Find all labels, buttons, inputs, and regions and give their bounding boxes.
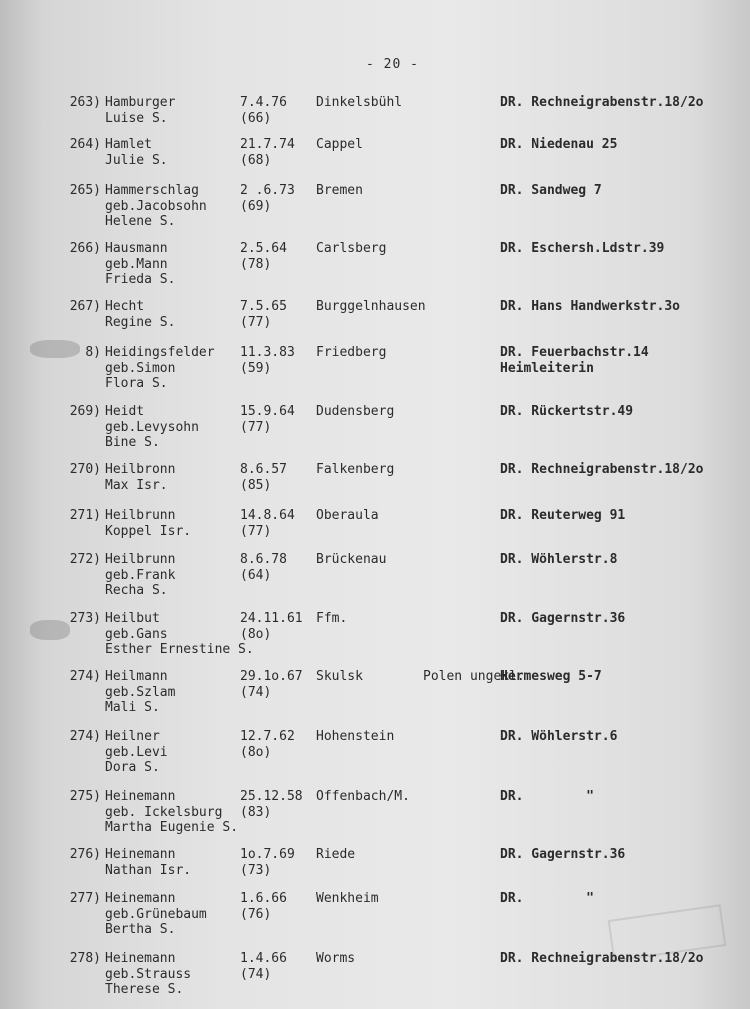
entry-number: 270) [69,462,101,477]
birth-place: Carlsberg [316,241,387,256]
person-name: Hammerschlag geb.Jacobsohn Helene S. [105,183,207,229]
entry-number: 266) [69,241,101,256]
birth-date: 15.9.64 (77) [240,404,295,435]
person-name: Heilmann geb.Szlam Mali S. [105,669,176,715]
person-name: Heilbut geb.Gans Esther Ernestine S. [105,611,254,657]
person-name: Heilbrunn geb.Frank Recha S. [105,552,176,598]
person-name: Heinemann geb.Strauss Therese S. [105,951,192,997]
nationality: Polen ungekl. [423,669,525,684]
person-name: Heinemann geb.Grünebaum Bertha S. [105,891,207,937]
person-name: Heilner geb.Levi Dora S. [105,729,168,775]
address: DR. Reuterweg 91 [500,508,626,523]
entry-number: 276) [69,847,101,862]
person-name: Heidingsfelder geb.Simon Flora S. [105,345,215,391]
person-name: Heilbrunn Koppel Isr. [105,508,192,539]
address: DR. Gagernstr.36 [500,611,626,626]
address: DR. Wöhlerstr.6 [500,729,618,744]
birth-place: Brückenau [316,552,387,567]
entry-number: 274) [69,729,101,744]
address: DR. Rechneigrabenstr.18/2o [500,95,704,110]
birth-date: 2 .6.73 (69) [240,183,295,214]
birth-date: 25.12.58 (83) [240,789,303,820]
birth-date: 1o.7.69 (73) [240,847,295,878]
address: DR. Eschersh.Ldstr.39 [500,241,665,256]
entry-number: 264) [69,137,101,152]
entry-number: 273) [69,611,101,626]
address: DR. " [500,891,594,906]
birth-date: 2.5.64 (78) [240,241,287,272]
birth-date: 21.7.74 (68) [240,137,295,168]
birth-place: Burggelnhausen [316,299,426,314]
address: DR. Rechneigrabenstr.18/2o [500,951,704,966]
address: DR. Niedenau 25 [500,137,618,152]
birth-place: Riede [316,847,356,862]
entry-number: 271) [69,508,101,523]
address: DR. " [500,789,594,804]
birth-place: Dudensberg [316,404,395,419]
birth-place: Falkenberg [316,462,395,477]
birth-date: 29.1o.67 (74) [240,669,303,700]
entry-number: 277) [69,891,101,906]
address: DR. Gagernstr.36 [500,847,626,862]
address: DR. Wöhlerstr.8 [500,552,618,567]
birth-date: 1.4.66 (74) [240,951,287,982]
birth-place: Ffm. [316,611,348,626]
birth-place: Oberaula [316,508,379,523]
birth-date: 7.5.65 (77) [240,299,287,330]
entry-number: 278) [69,951,101,966]
birth-place: Skulsk [316,669,363,684]
birth-place: Hohenstein [316,729,395,744]
birth-date: 12.7.62 (8o) [240,729,295,760]
person-name: Hausmann geb.Mann Frieda S. [105,241,176,287]
page-number: - 20 - [366,57,419,72]
address: DR. Hans Handwerkstr.3o [500,299,681,314]
entry-number: 274) [69,669,101,684]
birth-place: Wenkheim [316,891,379,906]
birth-place: Dinkelsbühl [316,95,403,110]
entry-number: 269) [69,404,101,419]
birth-date: 24.11.61 (8o) [240,611,303,642]
address: DR. Rechneigrabenstr.18/2o [500,462,704,477]
entry-number: 267) [69,299,101,314]
entry-number: 263) [69,95,101,110]
birth-date: 14.8.64 (77) [240,508,295,539]
birth-place: Bremen [316,183,363,198]
birth-date: 8.6.57 (85) [240,462,287,493]
address: DR. Rückertstr.49 [500,404,634,419]
birth-place: Cappel [316,137,363,152]
address: Hermesweg 5-7 [500,669,602,684]
birth-place: Offenbach/M. [316,789,410,804]
person-name: Hecht Regine S. [105,299,176,330]
entry-number: 265) [69,183,101,198]
entry-number: 272) [69,552,101,567]
birth-date: 8.6.78 (64) [240,552,287,583]
person-name: Heilbronn Max Isr. [105,462,176,493]
birth-date: 7.4.76 (66) [240,95,287,126]
entry-number: 8) [85,345,101,360]
birth-date: 1.6.66 (76) [240,891,287,922]
person-name: Heinemann geb. Ickelsburg Martha Eugenie S. [105,789,239,835]
birth-date: 11.3.83 (59) [240,345,295,376]
person-name: Hamlet Julie S. [105,137,168,168]
person-name: Heinemann Nathan Isr. [105,847,192,878]
birth-place: Worms [316,951,356,966]
person-name: Hamburger Luise S. [105,95,176,126]
address: DR. Sandweg 7 [500,183,602,198]
entry-number: 275) [69,789,101,804]
person-name: Heidt geb.Levysohn Bine S. [105,404,199,450]
address: DR. Feuerbachstr.14 Heimleiterin [500,345,649,376]
birth-place: Friedberg [316,345,387,360]
